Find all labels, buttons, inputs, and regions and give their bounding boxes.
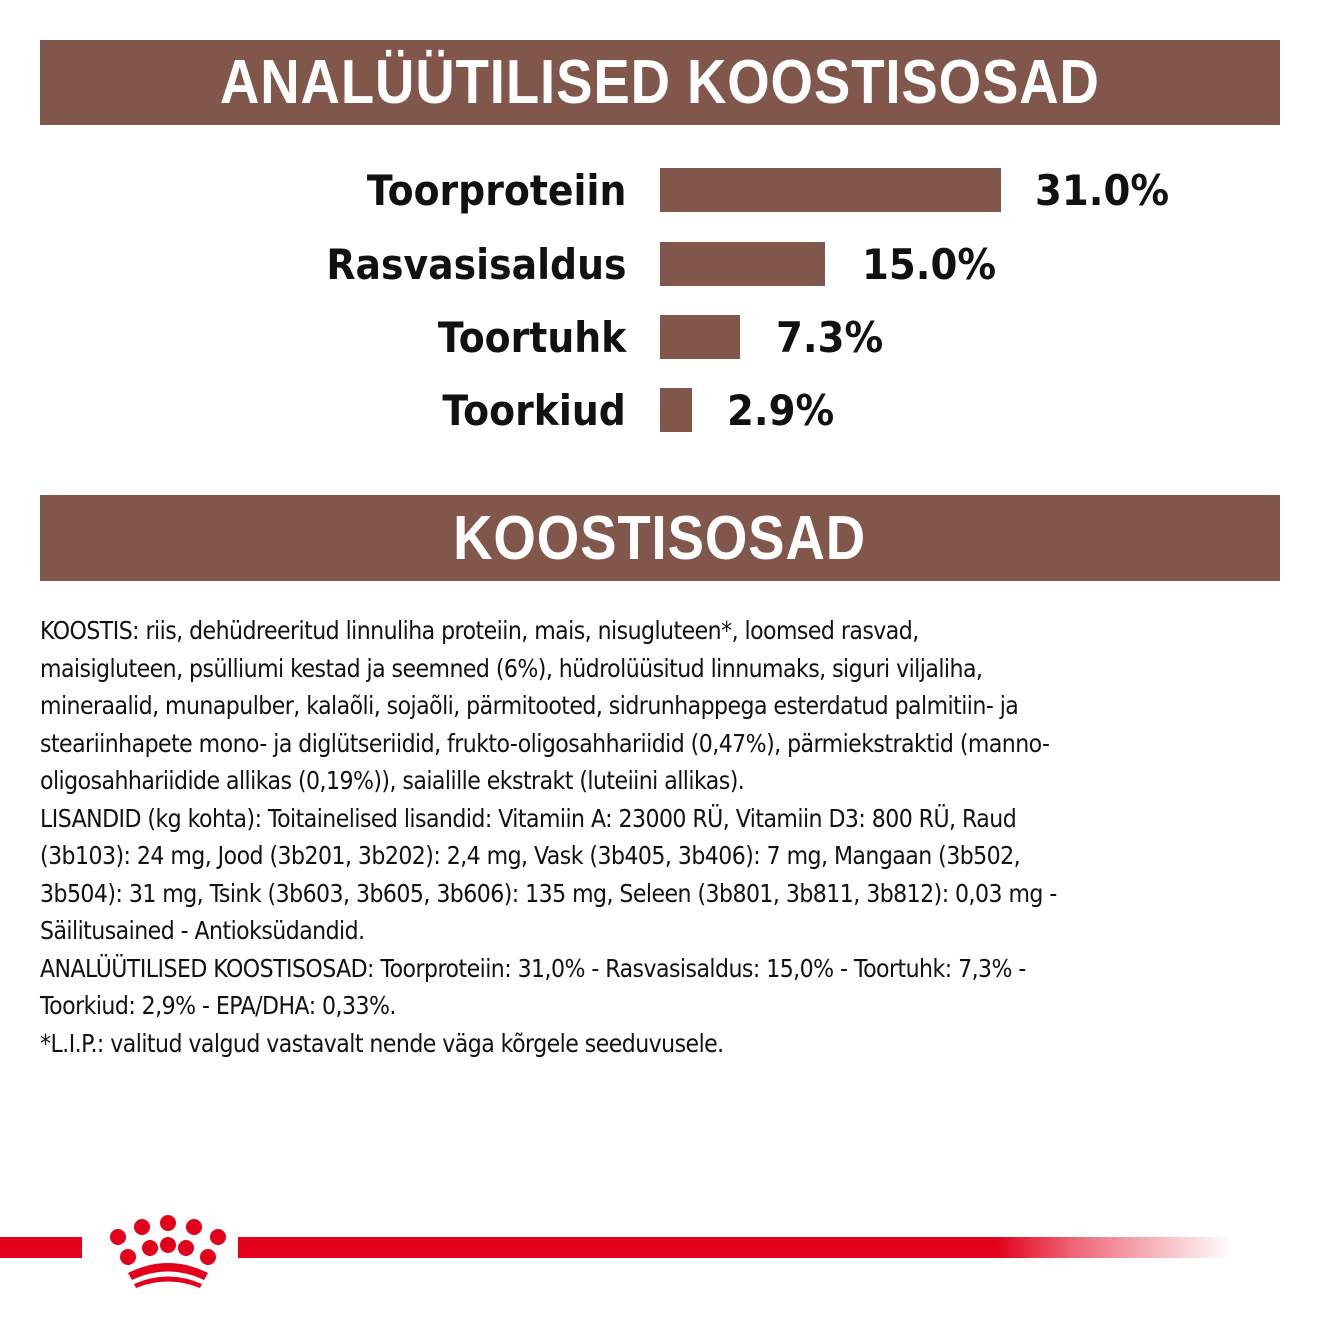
chart-label: Toorkiud [442,386,626,435]
analytic-constituents-header [40,40,1280,125]
chart-label: Toortuhk [437,313,626,362]
chart-row-protein [0,168,1320,214]
chart-bar [660,168,1001,212]
royal-canin-crown-icon [92,1205,242,1290]
chart-bar [660,242,825,286]
chart-label: Rasvasisaldus [325,240,626,289]
additives-line: 3b504): 31 mg, Tsink (3b603, 3b605, 3b606): 135 mg, Seleen (3b801, 3b811, 3b812): 0,03 mg - [40,878,1057,908]
ingredients-line: mineraalid, munapulber, kalaõli, sojaõli, pärmitooted, sidrunhappega esterdatud palmitiin- ja [40,691,1019,720]
analytic-line: ANALÜÜTILISED KOOSTISOSAD: Toorproteiin: 31,0% - Rasvasisaldus: 15,0% - Toortuhk: 7,3% - [40,953,1026,983]
chart-row-fat [0,242,1320,288]
chart-value: 15.0% [862,240,997,289]
chart-label: Toorproteiin [366,166,626,215]
chart-value: 31.0% [1035,166,1170,215]
ingredients-line: KOOSTIS: riis, dehüdreeritud linnuliha proteiin, mais, nisugluteen*, loomsed rasvad, [40,616,919,645]
ingredients-text [40,612,1290,1062]
analytic-constituents-title: ANALÜÜTILISED KOOSTISOSAD [220,48,1100,117]
chart-value: 7.3% [776,313,884,362]
analytic-line: Toorkiud: 2,9% - EPA/DHA: 0,33%. [40,991,396,1020]
additives-line: LISANDID (kg kohta): Toitainelised lisandid: Vitamiin A: 23000 RÜ, Vitamiin D3: 800 RÜ, Raud [40,803,1017,833]
ingredients-line: maisigluteen, psülliumi kestad ja seemned (6%), hüdrolüüsitud linnumaks, siguri viljaliha, [40,653,983,683]
chart-bar [660,315,740,359]
ingredients-header [40,495,1280,581]
chart-row-fibre [0,388,1320,434]
ingredients-line: steariinhapete mono- ja diglütseriidid, frukto-oligosahhariidid (0,47%), pärmiekstraktid (manno- [40,728,1050,758]
chart-row-ash [0,315,1320,361]
brand-stripe-right [238,1237,1234,1258]
additives-line: (3b103): 24 mg, Jood (3b201, 3b202): 2,4 mg, Vask (3b405, 3b406): 7 mg, Mangaan (3b502, [40,841,1021,870]
additives-line: Säilitusained - Antioksüdandid. [40,916,365,945]
ingredients-title: KOOSTISOSAD [453,503,867,573]
footnote-line: *L.I.P.: valitud valgud vastavalt nende väga kõrgele seeduvusele. [40,1028,724,1058]
chart-bar [660,388,692,432]
chart-value: 2.9% [727,386,835,435]
ingredients-line: oligosahhariidide allikas (0,19%)), saialille ekstrakt (luteiini allikas). [40,766,745,795]
brand-stripe-left [0,1237,82,1258]
